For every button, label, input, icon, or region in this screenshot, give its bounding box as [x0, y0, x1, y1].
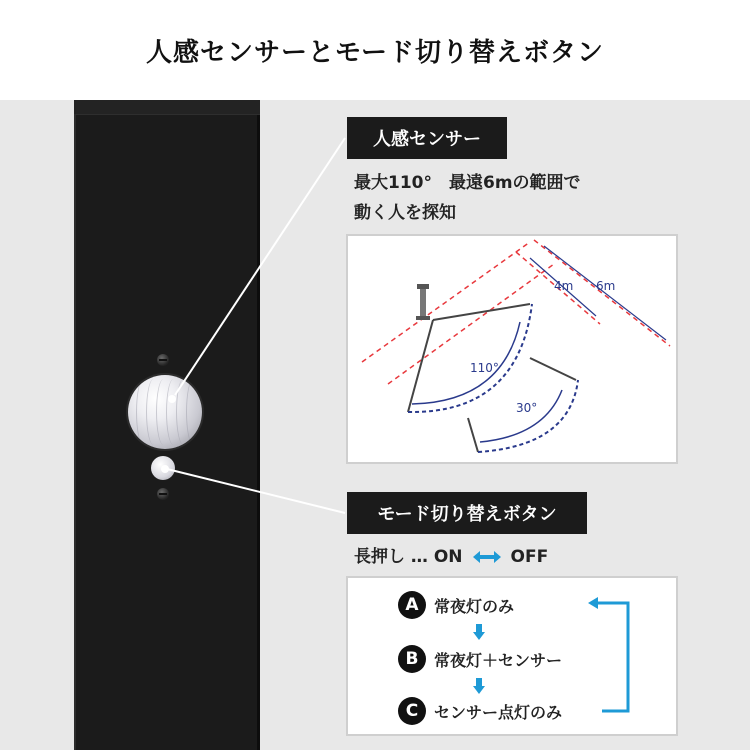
mode-text-c: センサー点灯のみ [434, 702, 563, 722]
mode-text-b: 常夜灯＋センサー [434, 650, 563, 670]
return-arrowhead-icon [588, 597, 598, 609]
mode-text-a: 常夜灯のみ [434, 596, 515, 616]
sensor-label: 人感センサー [373, 129, 481, 150]
return-line [596, 603, 628, 711]
off-text: OFF [510, 547, 549, 567]
sensor-desc-line2: 動く人を探知 [354, 203, 456, 223]
dist-far-label: 6m [596, 279, 616, 293]
long-press-text: 長押し … ON [354, 547, 463, 567]
sensor-desc-line1: 最大110° 最遠6mの範囲で [354, 173, 581, 193]
dist-near-label: 4m [554, 279, 574, 293]
angle-small-label: 30° [516, 401, 538, 415]
mode-letter-b: B [398, 645, 426, 673]
mode-button-label: モード切り替えボタン [377, 504, 557, 525]
mode-letter-a: A [398, 591, 426, 619]
mode-letter-c: C [398, 697, 426, 725]
angle-wide-label: 110° [470, 361, 499, 375]
page-title: 人感センサーとモード切り替えボタン [146, 37, 604, 68]
